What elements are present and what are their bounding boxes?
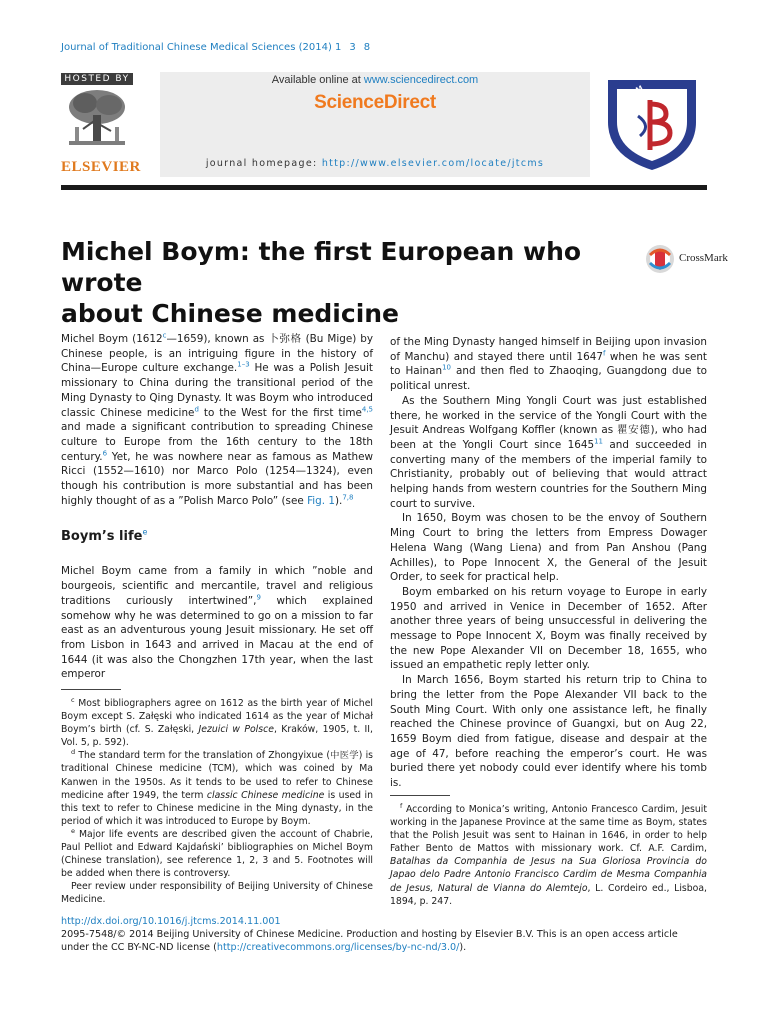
journal-homepage	[160, 158, 590, 169]
journal-page-start: 3	[349, 42, 356, 53]
footnote-ref-c[interactable]: c	[162, 331, 167, 340]
p1-text-3: and then fled to Zhaoqing, Guangdong due to political unrest.	[390, 365, 707, 393]
hosted-by-label: HOSTED BY	[61, 73, 133, 85]
section-title: Boym’s life	[61, 529, 143, 545]
citation-7-8[interactable]: 7,8	[342, 493, 354, 502]
figure-1-link[interactable]: Fig. 1	[307, 494, 335, 507]
journal-page-end: 8	[363, 42, 371, 53]
intro-text-4: to the West for the first time	[198, 406, 362, 419]
copyright-text: 2095-7548/© 2014 Beijing University of Chinese Medicine. Production and hosting by Elsevier B.V. This is an open access article under the CC BY-NC-ND license (	[61, 929, 678, 953]
right-paragraph-4: Boym embarked on his return voyage to Europe in early 1950 and arrived in Venice in December of 1652. After another three years of being unsuccessful in delivering the message to Pope Innocent X, Boym was finally received by the new Pope Alexander VII on December 18, 1655, who issued an empathetic reply letter only.	[390, 585, 707, 672]
footnote-c-text-1: Most bibliographers agree on 1612 as the birth year of Michel Boym except S. Załęski who indicated 1614 as the year of Michał Boym’s birth (cf. S. Załęski,	[61, 698, 373, 736]
footnote-ref-f[interactable]: f	[603, 349, 606, 358]
footnote-ref-e[interactable]: e	[142, 528, 148, 538]
footnote-c	[61, 697, 373, 749]
sciencedirect-link[interactable]: www.sciencedirect.com	[363, 74, 479, 86]
footnote-d	[61, 749, 373, 828]
p2-text-2: and succeeded in converting many of the members of the imperial family to Christianity, probably out of believing that would attract helping hands from western countries for the Southern Ming court to survive.	[390, 438, 707, 510]
right-paragraph-3: In 1650, Boym was chosen to be the envoy of Southern Ming Court to bring the letters from Empress Dowager Helena Wang (Wang Liena) and from Pan Anshou (Pang Achilles), to Pope Innocent X, the General of the Jesuit Order, to seek for practical help.	[390, 512, 707, 584]
citation-6[interactable]: 6	[102, 449, 108, 458]
p1-text-1: of the Ming Dynasty hanged himself in Beijing upon invasion of Manchu) and stayed there until 1647	[390, 336, 707, 363]
copyright-end: ).	[459, 942, 467, 953]
footnote-e-text: Major life events are described given the account of Chabrie, Paul Pelliot and Edward Kajdański’ bibliographies on Michel Boym (Chinese translation), see reference 1, 2, 3 and 5. Footnotes will be added when there is controversy.	[61, 828, 373, 880]
intro-text-5: and made a significant contribution to spreading Chinese culture to Europe from the 16th century to the 18th century.	[61, 421, 373, 463]
p2-text-1: As the Southern Ming Yongli Court was just established there, he worked in the service of the Yongli Court with the Jesuit Andreas Wolfgang Koffler (known as 瞿安德), who had been at the Yongli Court since 1645	[390, 394, 707, 451]
life-text-1: Michel Boym came from a family in which ”noble and bourgeois, scientific and mercantile, travel and religious traditions curiously intertwined”,	[61, 565, 373, 607]
copyright-line	[61, 928, 707, 954]
footnote-rule-left	[61, 689, 121, 690]
citation-1-3[interactable]: 1–3	[237, 360, 250, 369]
doi-link[interactable]: http://dx.doi.org/10.1016/j.jtcms.2014.11.001	[61, 916, 281, 927]
left-column	[61, 332, 373, 682]
footnote-d-text-2: is used in this text to refer to Chinese medicine in the Ming dynasty, in the period of which it was introduced to Europe by Boym.	[61, 789, 373, 827]
life-text-2: which explained somehow why he was determined to go on a mission to far east as an adventurous young Jesuit missionary. He set off from Lisbon in 1643 and arrived in Macau at the end of 1644 (it was also the Chongzhen 17th year, when the last emperor	[61, 594, 373, 681]
intro-text-7: ).	[334, 494, 343, 507]
elsevier-tree-icon	[63, 87, 131, 147]
footnote-c-mark: c	[71, 695, 75, 704]
citation-10[interactable]: 10	[442, 363, 451, 372]
footnote-e	[61, 828, 373, 880]
peer-review-note: Peer review under responsibility of Beijing University of Chinese Medicine.	[61, 881, 373, 906]
intro-text-3: He was a Polish Jesuit missionary to China during the transitional period of the Ming Dynasty to Qing Dynasty. It was Boym who introduced classic Chinese medicine	[61, 362, 373, 419]
footnote-f-italic: Batalhas da Companhia de Jesus na Sua Gloriosa Provincia do Japao delo Padre Antonio Francisco Cardim de Mesma Companhia de Jesus, Natural de Vianna do Alemtejo	[390, 856, 707, 894]
available-online	[160, 74, 590, 86]
footnote-e-mark: e	[71, 826, 75, 835]
footnote-d-mark: d	[71, 748, 76, 757]
masthead	[160, 72, 590, 177]
crossmark-badge[interactable]	[645, 243, 735, 275]
citation-11[interactable]: 11	[594, 437, 603, 446]
right-column	[390, 335, 707, 791]
article-footer	[61, 915, 707, 954]
section-heading	[61, 528, 373, 546]
sciencedirect-logo[interactable]: ScienceDirect	[314, 92, 436, 113]
right-paragraph-5: In March 1656, Boym started his return trip to China to bring the letter from the Pope Alexander VII back to the South Ming Court. With only one assistance left, he finally reached the Chinese province of Guangxi, but on Aug 22, 1659 Boym died from fatigue, disease and despair at the age of 47, before reaching the emperor’s court. He was buried there yet nobody could ever identify where his tomb is.	[390, 674, 707, 790]
crossmark-label: CrossMark	[679, 252, 728, 264]
intro-text-6: Yet, he was nowhere near as famous as Mathew Ricci (1552—1610) nor Marco Polo (1254—1324), even though his contribution is more substantial and has been highly thought of as a ”Polish Marco Polo” (see	[61, 450, 373, 507]
footnotes-left	[61, 697, 373, 907]
intro-text-2: —1659), known as 卜弥格 (Bu Mige) by Chinese people, is an intriguing figure in the history of China—Europe culture exchange.	[61, 333, 373, 375]
homepage-link[interactable]: http://www.elsevier.com/locate/jtcms	[321, 158, 545, 169]
elsevier-logo[interactable]	[61, 73, 141, 178]
citation-4-5[interactable]: 4,5	[361, 405, 373, 414]
homepage-prefix: journal homepage:	[205, 158, 322, 169]
life-paragraph	[61, 564, 373, 682]
footnote-c-italic: Jezuici w Polsce	[198, 724, 274, 736]
footnote-d-italic: classic Chinese medicine	[206, 789, 325, 801]
right-paragraph-2	[390, 394, 707, 512]
crest-letter-b: BUCM	[619, 83, 645, 103]
footnote-c-text-2: , Kraków, 1905, t. II, Vol. 5, p. 592).	[61, 724, 373, 749]
article-title	[61, 236, 621, 329]
title-line-1: Michel Boym: the first European who wrote	[61, 237, 582, 297]
intro-paragraph	[61, 332, 373, 508]
available-online-prefix: Available online at	[271, 74, 364, 86]
elsevier-wordmark: ELSEVIER	[61, 159, 141, 175]
journal-name: Journal of Traditional Chinese Medical Sciences (2014)	[61, 42, 332, 53]
right-paragraph-1	[390, 335, 707, 394]
bucm-crest-icon[interactable]	[600, 70, 704, 174]
citation-9[interactable]: 9	[256, 593, 261, 602]
journal-volume: 1	[335, 42, 342, 53]
license-link[interactable]: http://creativecommons.org/licenses/by-nc-nd/3.0/	[216, 942, 460, 953]
footnote-d-text-1: The standard term for the translation of Zhongyixue (中医学) is traditional Chinese medicine (TCM), which was coined by Ma Kanwen in the 1950s. As it tends to be used to refer to Chinese medicine after 1949, the term	[61, 750, 373, 801]
footnote-rule-right	[390, 795, 450, 796]
crossmark-icon	[645, 243, 675, 275]
footnote-ref-d[interactable]: d	[194, 405, 199, 414]
footnotes-right	[390, 803, 707, 908]
footnote-f-text-1: According to Monica’s writing, Antonio Francesco Cardim, Jesuit working in the Japanese Province at the same time as Boym, states that the Polish Jesuit was sent to Hainan in 1646, in order to help Father Bento de Mattos with missionary work. Cf. A.F. Cardim,	[390, 804, 707, 855]
header-rule	[61, 185, 707, 190]
footnote-f-mark: f	[400, 801, 403, 810]
footnote-f	[390, 803, 707, 908]
p1-text-2: when he was sent to Hainan	[390, 350, 708, 378]
journal-reference[interactable]	[61, 42, 370, 53]
footnote-f-text-2: , L. Cordeiro ed., Lisboa, 1894, p. 247.	[390, 882, 707, 907]
intro-text-1: Michel Boym (1612	[61, 333, 163, 345]
title-line-2: about Chinese medicine	[61, 299, 400, 328]
